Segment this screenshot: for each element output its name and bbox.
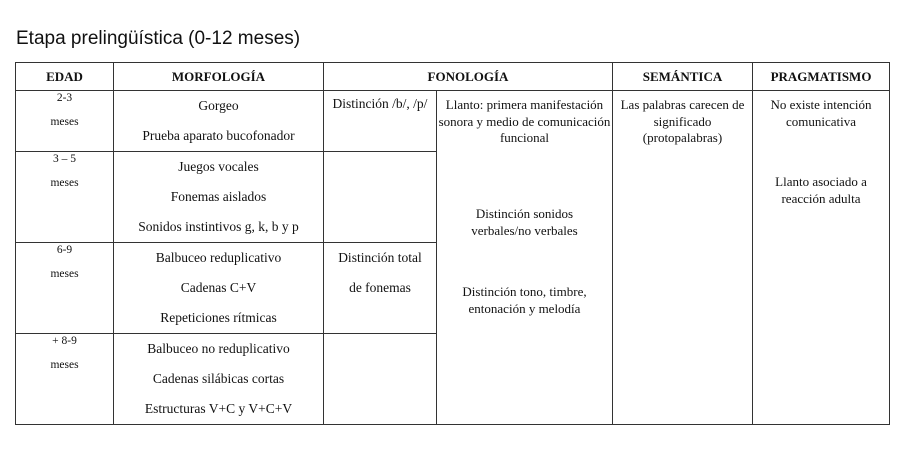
morfologia-item: Balbuceo reduplicativo xyxy=(155,250,282,265)
language-stage-table xyxy=(15,62,890,425)
morfologia-item: Estructuras V+C y V+C+V xyxy=(144,401,293,416)
fonologia-a-cell xyxy=(324,243,437,334)
age-range: 3 – 5 xyxy=(53,153,76,165)
fonologia-item: Distinción /b/, /p/ xyxy=(332,96,428,111)
age-cell xyxy=(16,334,114,425)
header-semantica: SEMÁNTICA xyxy=(613,63,753,91)
semantica-paragraph: Las palabras carecen de significado (protopalabras) xyxy=(620,97,745,145)
morfologia-cell xyxy=(114,91,324,152)
morfologia-item: Prueba aparato bucofonador xyxy=(142,128,295,143)
fonologia-paragraph: Distinción tono, timbre, entonación y melodía xyxy=(462,284,587,316)
age-range: 2-3 xyxy=(56,92,73,104)
morfologia-cell xyxy=(114,243,324,334)
age-cell xyxy=(16,91,114,152)
header-fonologia: FONOLOGÍA xyxy=(324,63,613,91)
age-unit: meses xyxy=(50,116,79,128)
morfologia-item: Gorgeo xyxy=(198,98,239,113)
table-header-row xyxy=(16,63,890,91)
morfologia-item: Juegos vocales xyxy=(178,159,259,174)
morfologia-item: Balbuceo no reduplicativo xyxy=(147,341,290,356)
semantica-cell xyxy=(613,91,753,425)
age-cell xyxy=(16,243,114,334)
fonologia-a-cell xyxy=(324,91,437,152)
fonologia-paragraph: Llanto: primera manifestación sonora y medio de comunicación funcional xyxy=(438,97,611,145)
pragmatismo-paragraph: No existe intención comunicativa xyxy=(770,97,872,129)
page-title: Etapa prelingüística (0-12 meses) xyxy=(16,28,301,49)
fonologia-a-cell xyxy=(324,334,437,425)
morfologia-item: Sonidos instintivos g, k, b y p xyxy=(138,219,299,234)
header-morfologia: MORFOLOGÍA xyxy=(114,63,324,91)
age-unit: meses xyxy=(50,268,79,280)
fonologia-item: Distinción total xyxy=(338,250,422,265)
morfologia-item: Cadenas C+V xyxy=(180,280,257,295)
age-range: 6-9 xyxy=(56,244,73,256)
age-cell xyxy=(16,152,114,243)
fonologia-b-cell xyxy=(437,91,613,425)
fonologia-paragraph: Distinción sonidos verbales/no verbales xyxy=(471,206,578,238)
header-pragmatismo: PRAGMATISMO xyxy=(753,63,890,91)
age-range: + 8-9 xyxy=(52,335,77,347)
morfologia-item: Fonemas aislados xyxy=(170,189,267,204)
pragmatismo-paragraph: Llanto asociado a reacción adulta xyxy=(775,174,867,206)
age-unit: meses xyxy=(50,359,79,371)
table-row xyxy=(16,91,890,152)
age-unit: meses xyxy=(50,177,79,189)
morfologia-item: Repeticiones rítmicas xyxy=(160,310,277,325)
morfologia-item: Cadenas silábicas cortas xyxy=(152,371,285,386)
fonologia-a-cell xyxy=(324,152,437,243)
pragmatismo-cell xyxy=(753,91,890,425)
morfologia-cell xyxy=(114,152,324,243)
fonologia-item: de fonemas xyxy=(349,280,411,295)
morfologia-cell xyxy=(114,334,324,425)
header-edad: EDAD xyxy=(16,63,114,91)
